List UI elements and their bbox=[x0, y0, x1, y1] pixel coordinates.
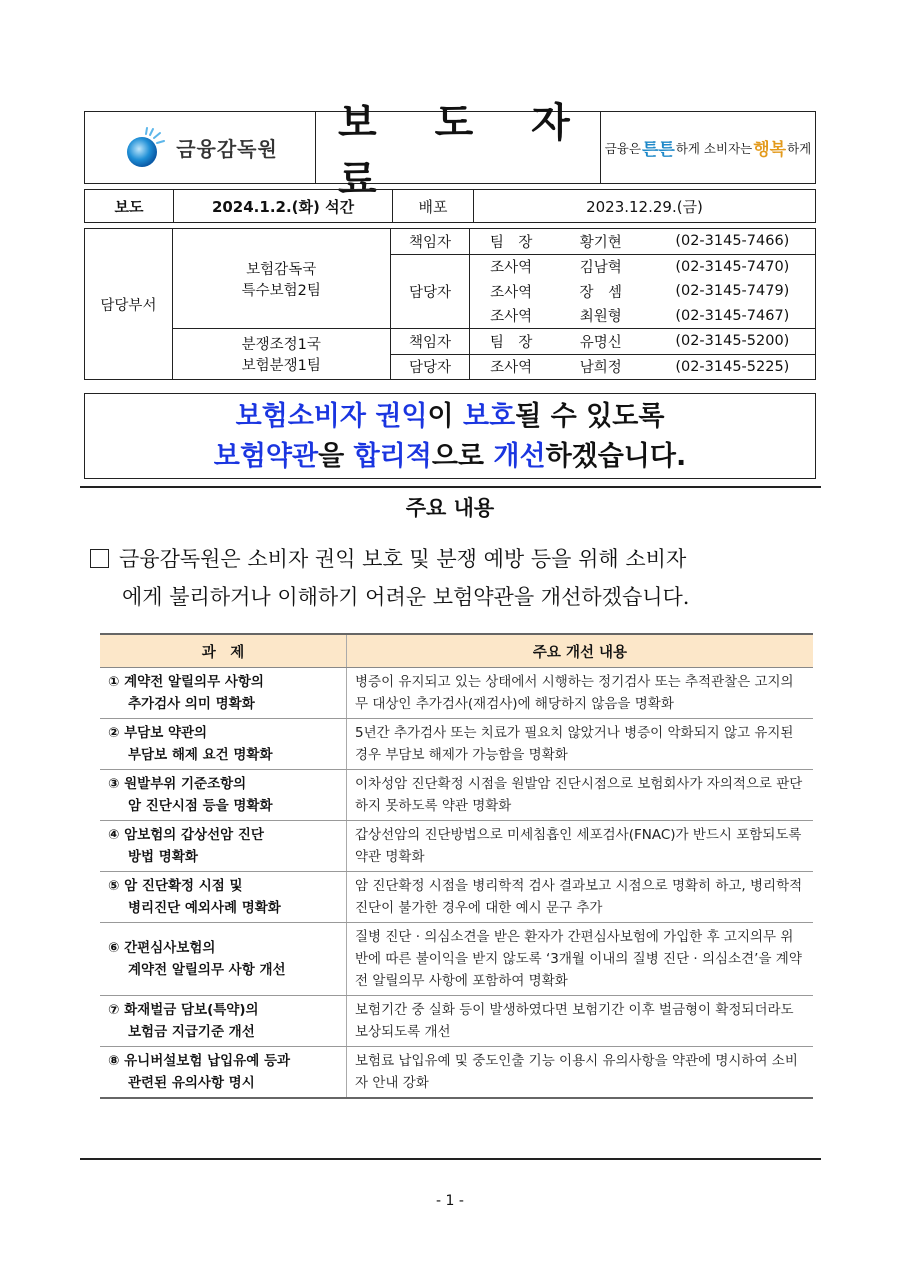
contact-name: 황기현 bbox=[552, 229, 650, 255]
org-name: 금융감독원 bbox=[176, 137, 278, 161]
dept-label: 담당부서 bbox=[85, 229, 173, 380]
column-header-task: 과 제 bbox=[100, 634, 347, 668]
table-row bbox=[100, 996, 813, 1047]
task-cell bbox=[100, 923, 347, 996]
task-cell bbox=[100, 770, 347, 821]
task-line2: 방법 명확화 bbox=[128, 849, 198, 865]
contact-name: 김남혁 bbox=[552, 254, 650, 279]
checkbox-bullet-icon bbox=[90, 549, 109, 568]
table-row bbox=[100, 1047, 813, 1099]
section-title: 주요 내용 bbox=[405, 496, 495, 520]
task-cell bbox=[100, 872, 347, 923]
contact-phone: (02-3145-7467) bbox=[650, 304, 816, 329]
contact-title: 팀 장 bbox=[470, 229, 552, 255]
press-header bbox=[84, 99, 816, 203]
task-line2: 계약전 알릴의무 사항 개선 bbox=[128, 962, 286, 978]
task-line1: ⑦ 화재벌금 담보(특약)의 bbox=[108, 1002, 259, 1018]
release-row bbox=[84, 189, 816, 223]
contact-name: 최원형 bbox=[552, 304, 650, 329]
column-header-content: 주요 개선 내용 bbox=[347, 634, 814, 668]
slogan bbox=[601, 112, 815, 183]
page-number: - 1 - bbox=[436, 1193, 464, 1209]
task-cell bbox=[100, 996, 347, 1047]
content-cell: 갑상선암의 진단방법으로 미세침흡인 세포검사(FNAC)가 반드시 포함되도록 약관 명확화 bbox=[347, 821, 814, 872]
contact-title: 조사역 bbox=[470, 279, 552, 304]
slogan-word1: 튼튼 bbox=[641, 140, 675, 160]
contact-title: 조사역 bbox=[470, 254, 552, 279]
contact-phone: (02-3145-7466) bbox=[650, 229, 816, 255]
slogan-word2: 행복 bbox=[753, 140, 787, 160]
release-date: 2024.1.2.(화) 석간 bbox=[174, 190, 393, 222]
summary-paragraph bbox=[90, 540, 820, 616]
content-cell: 병증이 유지되고 있는 상태에서 시행하는 정기검사 또는 추적관찰은 고지의무 대상인 추가검사(재검사)에 해당하지 않음을 명확화 bbox=[347, 668, 814, 719]
contact-title: 팀 장 bbox=[470, 329, 552, 355]
section-divider bbox=[80, 486, 821, 488]
task-line2: 암 진단시점 등을 명확화 bbox=[128, 798, 273, 814]
contact-name: 유명신 bbox=[552, 329, 650, 355]
task-line2: 병리진단 예외사례 명확화 bbox=[128, 900, 281, 916]
table-row bbox=[100, 668, 813, 719]
table-row bbox=[100, 770, 813, 821]
slogan-post: 하게 bbox=[787, 140, 812, 156]
headline-box bbox=[84, 393, 816, 479]
task-line2: 부담보 해제 요건 명확화 bbox=[128, 747, 273, 763]
task-line1: ② 부담보 약관의 bbox=[108, 725, 208, 741]
contact-role: 담당자 bbox=[390, 254, 470, 329]
contact-phone: (02-3145-7479) bbox=[650, 279, 816, 304]
release-label: 보도 bbox=[85, 190, 174, 222]
contact-title: 조사역 bbox=[470, 304, 552, 329]
contact-title: 조사역 bbox=[470, 354, 552, 380]
content-cell: 5년간 추가검사 또는 치료가 필요치 않았거나 병증이 악화되지 않고 유지된 경우 부담보 해제가 가능함을 명확화 bbox=[347, 719, 814, 770]
contact-phone: (02-3145-5200) bbox=[650, 329, 816, 355]
task-line2: 보험금 지급기준 개선 bbox=[128, 1024, 255, 1040]
contact-phone: (02-3145-5225) bbox=[650, 354, 816, 380]
task-line1: ⑧ 유니버설보험 납입유예 등과 bbox=[108, 1053, 291, 1069]
task-line2: 추가검사 의미 명확화 bbox=[128, 696, 255, 712]
task-cell bbox=[100, 1047, 347, 1099]
task-line1: ④ 암보험의 갑상선암 진단 bbox=[108, 827, 264, 843]
content-cell: 암 진단확정 시점을 병리학적 검사 결과보고 시점으로 명확히 하고, 병리학적 진단이 불가한 경우에 대한 예시 문구 추가 bbox=[347, 872, 814, 923]
task-cell bbox=[100, 719, 347, 770]
contact-name: 남희정 bbox=[552, 354, 650, 380]
department-table bbox=[84, 228, 816, 380]
content-cell: 보험료 납입유예 및 중도인출 기능 이용시 유의사항을 약관에 명시하여 소비자 안내 강화 bbox=[347, 1047, 814, 1099]
table-row bbox=[100, 923, 813, 996]
content-cell: 질병 진단 · 의심소견을 받은 환자가 간편심사보험에 가입한 후 고지의무 위반에 따른 불이익을 받지 않도록 ‘3개월 이내의 질병 진단 · 의심소견’을 계약전 알릴의무 사항에 포함하여 명확화 bbox=[347, 923, 814, 996]
content-cell: 이차성암 진단확정 시점을 원발암 진단시점으로 보험회사가 자의적으로 판단하지 못하도록 약관 명확화 bbox=[347, 770, 814, 821]
fss-emblem-icon bbox=[122, 126, 166, 170]
task-line1: ① 계약전 알릴의무 사항의 bbox=[108, 674, 264, 690]
task-line2: 관련된 유의사항 명시 bbox=[128, 1075, 255, 1091]
headline-line1: 보험소비자 권익이 보호될 수 있도록 bbox=[235, 401, 665, 432]
headline-line2: 보험약관을 합리적으로 개선하겠습니다. bbox=[213, 441, 687, 472]
contact-role: 책임자 bbox=[390, 329, 470, 355]
task-cell bbox=[100, 668, 347, 719]
task-line1: ⑤ 암 진단확정 시점 및 bbox=[108, 878, 243, 894]
distribution-label: 배포 bbox=[393, 190, 474, 222]
table-row bbox=[100, 719, 813, 770]
org-logo bbox=[85, 112, 316, 183]
document-title: 보 도 자 료 bbox=[316, 112, 601, 183]
footer-divider bbox=[80, 1158, 821, 1160]
contact-name: 장 셈 bbox=[579, 284, 622, 301]
slogan-pre: 금융은 bbox=[604, 140, 641, 156]
contact-role: 담당자 bbox=[390, 354, 470, 380]
task-line1: ③ 원발부위 기준조항의 bbox=[108, 776, 247, 792]
contact-phone: (02-3145-7470) bbox=[650, 254, 816, 279]
slogan-mid: 하게 소비자는 bbox=[675, 140, 753, 156]
table-row bbox=[100, 872, 813, 923]
summary-line2: 에게 불리하거나 이해하기 어려운 보험약관을 개선하겠습니다. bbox=[122, 585, 690, 609]
distribution-date: 2023.12.29.(금) bbox=[586, 197, 703, 216]
task-cell bbox=[100, 821, 347, 872]
content-cell: 보험기간 중 실화 등이 발생하였다면 보험기간 이후 벌금형이 확정되더라도 보상되도록 개선 bbox=[347, 996, 814, 1047]
contact-role: 책임자 bbox=[390, 229, 470, 255]
task-line1: ⑥ 간편심사보험의 bbox=[108, 940, 216, 956]
table-row bbox=[100, 821, 813, 872]
dept-name: 분쟁조정1국 보험분쟁1팀 bbox=[172, 329, 390, 380]
dept-name: 보험감독국 특수보험2팀 bbox=[172, 229, 390, 329]
summary-line1: 금융감독원은 소비자 권익 보호 및 분쟁 예방 등을 위해 소비자 bbox=[119, 547, 687, 571]
improvements-table bbox=[100, 633, 813, 1099]
